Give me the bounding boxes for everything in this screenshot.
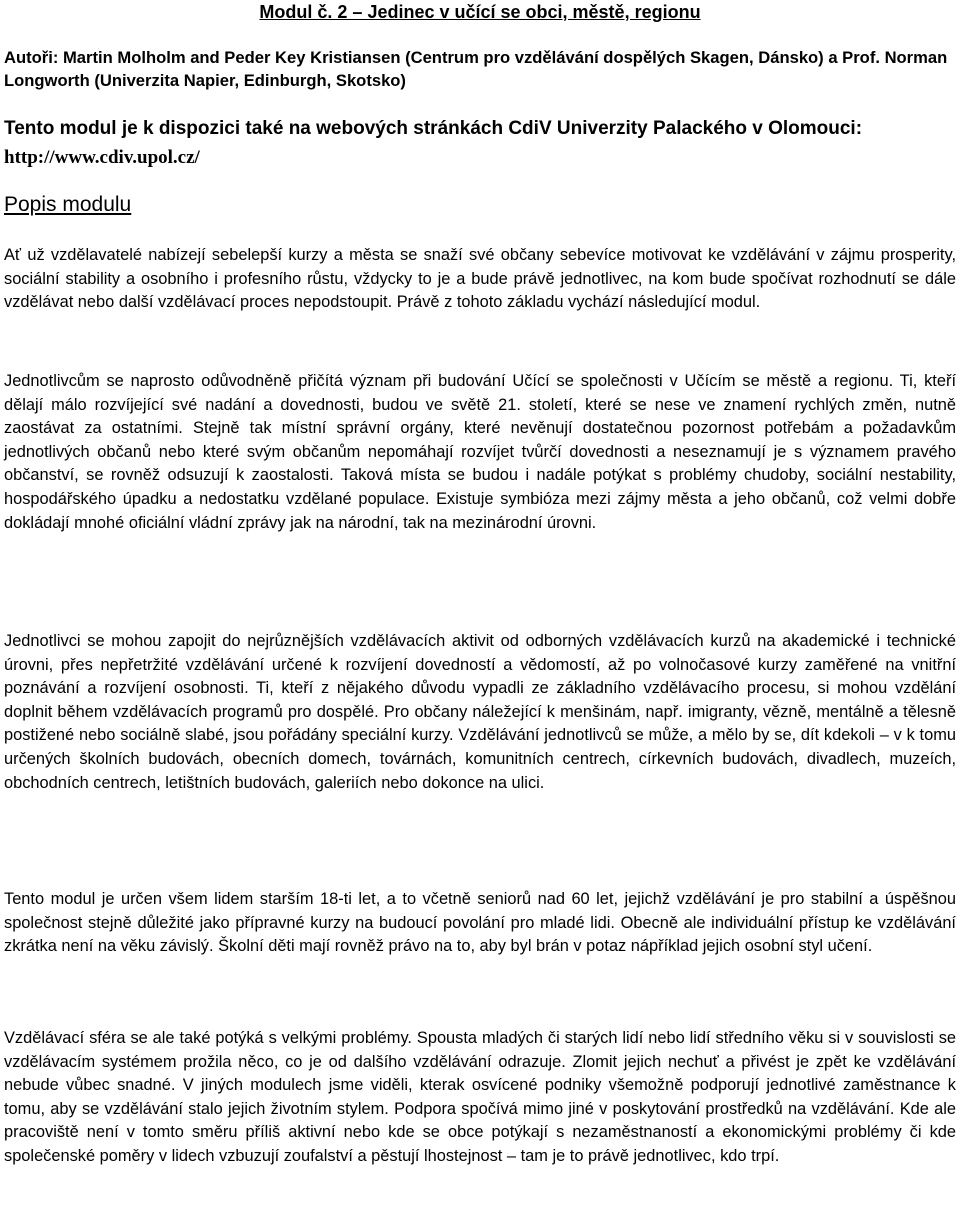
document-title: Modul č. 2 – Jedinec v učící se obci, městě, regionu [259,2,701,22]
section-heading: Popis modulu [4,193,132,216]
paragraph: Jednotlivcům se naprosto odůvodněně přičítá význam při budování Učící se společnosti v Učícím se městě a regionu. Ti, kteří dělají málo rozvíjející své nadání a dovednosti, budou ve světě 21. století, které se nese ve znamení rychlých změn, nutně zaostávat za ostatními. Stejně tak místní správní orgány, které nevěnují dostatečnou pozornost potřebám a požadavkům jednotlivých občanů nebo které svým občanům nepomáhají rozvíjet tvůrčí dovednosti a neseznamují je s významem pravého občanství, se rovněž odsuzují k zaostalosti. Taková místa se budou i nadále potýkat s problémy chudoby, sociální nestability, hospodářského úpadku a nedostatku vzdělané populace. Existuje symbióza mezi zájmy města a jeho občanů, což velmi dobře dokládají mnohé oficiální vládní zprávy jak na národní, tak na mezinárodní úrovni. [4,372,956,532]
paragraph: Vzdělávací sféra se ale také potýká s velkými problémy. Spousta mladých či starých lidí nebo lidí středního věku si v souvislosti se vzdělávacím systémem prožila něco, co je od dalšího vzdělávání odrazuje. Zlomit jejich nechuť a přivést je zpět ke vzdělávání nebude vůbec snadné. V jiných modulech jsme viděli, kterak osvícené podniky všemožně podporují jednotlivé zaměstnance k tomu, aby se vzdělávání stalo jejich životním stylem. Podpora spočívá mimo jiné v poskytování prostředků na vzdělávání. Kde ale pracoviště není v tomto směru příliš aktivní nebo kde se obce potýkají s nezaměstnaností a ekonomickými problémy či kde společenské poměry v lidech vzbuzují zoufalství a pěstují lhostejnost – tam je to právě jednotlivec, kdo trpí. [4,1029,956,1165]
authors-line: Autoři: Martin Molholm and Peder Key Kristiansen (Centrum pro vzdělávání dospělých Skagen, Dánsko) a Prof. Norman Longworth (Univerzita Napier, Edinburgh, Skotsko) [4,48,948,90]
paragraph: Jednotlivci se mohou zapojit do nejrůznějších vzdělávacích aktivit od odborných vzdělávacích kurzů na akademické i technické úrovni, přes nepřetržité vzdělávání určené k rozvíjení dovedností a vědomostí, až po volnočasové kurzy zaměřené na vnitřní poznávání a rozvíjení osobnosti. Ti, kteří z nějakého důvodu vypadli ze základního vzdělávacího procesu, si mohou vzdělání doplnit během vzdělávacích programů pro dospělé. Pro občany náležející k menšinám, např. imigranty, vězně, mentálně a tělesně postižené nebo sociálně slabé, jsou pořádány speciální kurzy. Vzdělávání jednotlivců se může, a mělo by se, dít kdekoli – v k tomu určených školních budovách, obecních domech, továrnách, komunitních centrech, církevních budovách, divadlech, muzeích, obchodních centrech, letištních budovách, galeriích nebo dokonce na ulici. [4,632,956,792]
availability-note [4,114,956,172]
availability-text: Tento modul je k dispozici také na webových stránkách CdiV Univerzity Palackého v Olomouci: [4,118,863,139]
paragraph: Tento modul je určen všem lidem starším 18-ti let, a to včetně seniorů nad 60 let, jejichž vzdělávání je pro stabilní a úspěšnou společnost stejně důležité jako přípravné kurzy na budoucí povolání pro mladé lidi. Obecně ale individuální přístup ke vzdělávání zkrátka není na věku závislý. Školní děti mají rovněž právo na to, aby byl brán v potaz nápříklad jejich osobní styl učení. [4,890,956,956]
paragraph: Ať už vzdělavatelé nabízejí sebelepší kurzy a města se snaží své občany sebevíce motivovat ke vzdělávání v zájmu prosperity, sociální stability a osobního i profesního růstu, vždycky to je a bude právě jednotlivec, na kom bude spočívat rozhodnutí se dále vzdělávat nebo další vzdělávací proces nepodstoupit. Právě z tohoto základu vychází následující modul. [4,246,956,312]
availability-url[interactable]: http://www.cdiv.upol.cz/ [4,147,200,168]
